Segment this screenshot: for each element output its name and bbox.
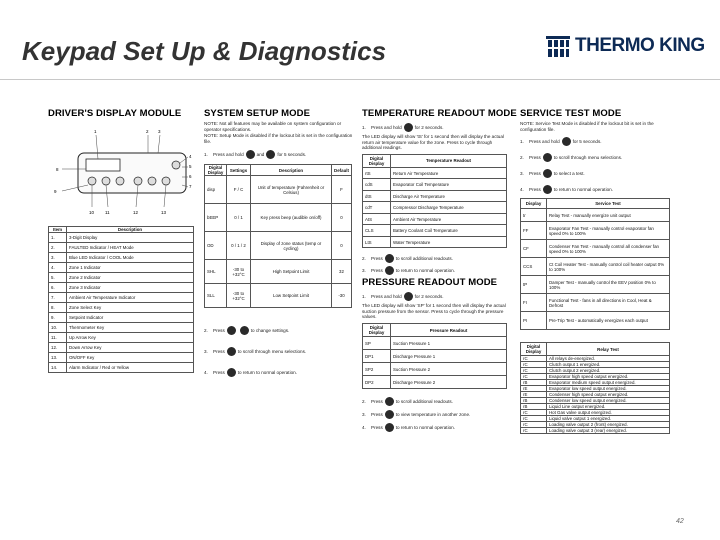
step-text: Press (371, 255, 383, 261)
display-code: OD (205, 232, 227, 260)
readout-modes-panel (362, 108, 517, 432)
arrow-key-icon (240, 326, 249, 335)
step-text: for 5 seconds. (572, 138, 602, 144)
display-code: bEEP (205, 204, 227, 232)
item-number: 9. (49, 313, 67, 323)
setup-step-2: 2. Press to change settings. (204, 326, 354, 335)
display-code: PI (521, 312, 547, 330)
table-row (205, 284, 352, 308)
table-row (205, 232, 352, 260)
arrow-key-icon (543, 153, 552, 162)
display-code: cdS (363, 179, 391, 191)
setup-step-4: 4. Press to return to normal operation. (204, 368, 354, 377)
temp-step-3: 3. Press to return to normal operation. (362, 266, 512, 275)
on-off-key-icon (385, 266, 394, 275)
step-text: to scroll additional readouts. (395, 398, 453, 404)
table-row (521, 258, 670, 276)
table-header: Temperature Readout (391, 154, 507, 167)
display-code: AtS (363, 213, 391, 225)
table-row (49, 363, 194, 373)
table-header: Item (49, 227, 67, 233)
table-row (363, 236, 507, 248)
step-text: for 5 seconds. (277, 152, 307, 158)
step-text: Press and hold (371, 124, 402, 130)
item-description: FAULTED Indicator / HEAT Mode (67, 243, 194, 253)
callout-label: 2 (146, 129, 149, 134)
callout-label: 1 (94, 129, 97, 134)
relay-test-table (520, 342, 670, 434)
temp-readout-description: The LED display will show 'tS' for 1 second then will display the actual return air temperature value for the zone. Press to cycle through additional readings. (362, 134, 504, 151)
service-step-1: 1. Press and hold for 5 seconds. (520, 137, 672, 146)
item-description: Zone Select Key (67, 303, 194, 313)
test-description: Relay Test - manually energize unit output (547, 209, 670, 222)
pressure-step-4: 4. Press to return to normal operation. (362, 423, 512, 432)
setting-description: Unit of temperature (Fahrenheit or Celsius) (251, 176, 332, 204)
display-code: tP (521, 276, 547, 294)
table-header: Digital Display (363, 154, 391, 167)
display-code: DP1 (363, 350, 391, 363)
item-number: 7. (49, 293, 67, 303)
setting-description: Key press beep (audible on/off) (251, 204, 332, 232)
step-text: Press (371, 398, 383, 404)
item-number: 1. (49, 233, 67, 243)
service-step-3: 3. Press to select a test. (520, 169, 672, 178)
step-text: Press (371, 424, 383, 430)
system-setup-panel (204, 108, 354, 377)
item-number: 13. (49, 353, 67, 363)
thermo-king-logo (545, 32, 705, 60)
service-test-note: NOTE: Service Test Mode is disabled if the lockout bit is set in the configuration file. (520, 121, 654, 132)
readout-description: Suction Pressure 2 (391, 363, 507, 376)
thermometer-key-icon (404, 123, 413, 132)
on-off-key-icon (543, 185, 552, 194)
table-row (49, 263, 194, 273)
display-code: rE (521, 386, 547, 392)
readout-description: Suction Pressure 1 (391, 337, 507, 350)
item-description: Up Arrow Key (67, 333, 194, 343)
table-row (49, 253, 194, 263)
table-row (363, 337, 507, 350)
display-code: SLL (205, 284, 227, 308)
table-row (521, 276, 670, 294)
callout-label: 13 (161, 210, 167, 215)
drivers-display-module-title: DRIVER'S DISPLAY MODULE (48, 108, 182, 119)
logo-text: THERMO KING (575, 35, 705, 56)
readout-description: Compressor Discharge Temperature (391, 202, 507, 214)
table-header: Digital Display (521, 343, 547, 356)
table-row (363, 213, 507, 225)
setup-note: NOTE: Not all features may be available on system configuration or operator specifications. (204, 121, 342, 132)
relay-description: Hot Gas valve output energized. (547, 410, 670, 416)
pressure-readout-table (362, 323, 507, 389)
step-text: Press (371, 411, 383, 417)
table-row (49, 293, 194, 303)
table-row (49, 243, 194, 253)
display-code: rC (521, 368, 547, 374)
table-header: Description (251, 165, 332, 176)
drivers-display-module-panel (48, 108, 198, 373)
readout-description: Battery Coolant Coil Temperature (391, 225, 507, 237)
step-text: to view temperature in another zone. (395, 411, 471, 417)
system-setup-table (204, 164, 352, 308)
table-header: Digital Display (205, 165, 227, 176)
pressure-step-1: 1. Press and hold for 2 seconds. (362, 292, 512, 301)
callout-label: 3 (158, 129, 161, 134)
table-row (49, 233, 194, 243)
item-description: Zone 1 Indicator (67, 263, 194, 273)
step-text: Press (371, 267, 383, 273)
display-code: FI (521, 294, 547, 312)
item-description: Setpoint Indicator (67, 313, 194, 323)
settings-value: F / C (227, 176, 251, 204)
callout-label: 6 (189, 174, 192, 179)
table-row (49, 313, 194, 323)
callout-label: 12 (133, 210, 139, 215)
table-header: Pressure Readout (391, 324, 507, 337)
item-description: Blue LED Indicator / COOL Mode (67, 253, 194, 263)
item-description: ON/OFF Key (67, 353, 194, 363)
display-code: rB (521, 404, 547, 410)
display-code: rC (521, 356, 547, 362)
table-row (521, 222, 670, 240)
table-header: Display (521, 199, 547, 209)
step-text: to scroll through menu selections. (553, 154, 623, 160)
display-code: rC (521, 416, 547, 422)
table-row (521, 312, 670, 330)
thermometer-key-icon (246, 150, 255, 159)
item-description: Ambient Air Temperature Indicator (67, 293, 194, 303)
item-number: 3. (49, 253, 67, 263)
table-header: Digital Display (363, 324, 391, 337)
table-row (363, 190, 507, 202)
callout-label: 11 (105, 210, 110, 215)
display-code: rB (521, 380, 547, 386)
table-row (363, 350, 507, 363)
step-text: to select a test. (553, 170, 585, 176)
item-number: 4. (49, 263, 67, 273)
relay-description: All relays de-energized. (547, 356, 670, 362)
table-row (49, 353, 194, 363)
test-description: Pre-Trip Test - automatically energizes each output (547, 312, 670, 330)
test-description: Condenser Fan Test - manually control all condenser fan speed 0% to 100% (547, 240, 670, 258)
display-code: FF (521, 222, 547, 240)
table-row (205, 204, 352, 232)
table-row (521, 294, 670, 312)
pressure-step-3: 3. Press to view temperature in another zone. (362, 410, 512, 419)
display-code: LtS (363, 236, 391, 248)
relay-description: Clutch output 2 energized. (547, 368, 670, 374)
item-number: 5. (49, 273, 67, 283)
table-row (205, 176, 352, 204)
thermometer-key-icon (562, 137, 571, 146)
callout-label: 9 (54, 189, 57, 194)
display-code: SHL (205, 260, 227, 284)
relay-description: Loading valve output 2 (front) energized. (547, 422, 670, 428)
display-code: tr (521, 209, 547, 222)
table-row (49, 323, 194, 333)
readout-description: Water Temperature (391, 236, 507, 248)
default-value: F (332, 176, 352, 204)
table-header: Service Test (547, 199, 670, 209)
service-test-title: SERVICE TEST MODE (520, 108, 622, 119)
keypad-diagram (48, 121, 198, 216)
display-code: cdT (363, 202, 391, 214)
callout-label: 8 (56, 167, 59, 172)
display-code: SP (363, 337, 391, 350)
readout-description: Return Air Temperature (391, 167, 507, 179)
table-row (363, 363, 507, 376)
pressure-readout-title: PRESSURE READOUT MODE (362, 277, 498, 289)
settings-value: 0 / 1 (227, 204, 251, 232)
step-text: to scroll additional readouts. (395, 255, 453, 261)
table-row (363, 179, 507, 191)
thermometer-key-icon (404, 292, 413, 301)
step-text: Press and hold (529, 138, 560, 144)
temperature-readout-table (362, 154, 507, 249)
display-code: rE (521, 392, 547, 398)
on-off-key-icon (227, 368, 236, 377)
display-code: dtS (363, 190, 391, 202)
display-code: CCS (521, 258, 547, 276)
table-row (521, 428, 670, 434)
relay-description: Evaporator low speed output energized. (547, 386, 670, 392)
step-text: Press and hold (213, 152, 244, 158)
thermometer-key-icon (543, 169, 552, 178)
item-number: 8. (49, 303, 67, 313)
temp-step-2: 2. Press to scroll additional readouts. (362, 254, 512, 263)
readout-description: Discharge Air Temperature (391, 190, 507, 202)
step-text: for 2 seconds. (414, 293, 444, 299)
step-text: Press (213, 328, 225, 334)
display-code: rC (521, 410, 547, 416)
callout-label: 10 (89, 210, 95, 215)
setup-step-1: 1. Press and hold and for 5 seconds. (204, 150, 354, 159)
display-code: rtS (363, 167, 391, 179)
step-text: to return to normal operation. (553, 186, 613, 192)
service-step-2: 2. Press to scroll through menu selections. (520, 153, 672, 162)
setup-note: NOTE: Setup Mode is disabled if the lockout bit is set in the configuration file. (204, 133, 353, 144)
callout-label: 4 (189, 154, 192, 159)
relay-description: Clutch output 1 energized. (547, 362, 670, 368)
display-code: rC (521, 374, 547, 380)
arrow-key-icon (385, 254, 394, 263)
test-description: Evaporator Fan Test - manually control evaporator fan speed 0% to 100% (547, 222, 670, 240)
item-description: Zone 2 Indicator (67, 273, 194, 283)
display-code: CF (521, 240, 547, 258)
table-row (49, 273, 194, 283)
pressure-readout-description: The LED display will show 'SP' for 1 second then will display the actual suction pressure from the sensor. Press to cycle through the pressure values. (362, 303, 506, 320)
relay-description: Liquid valve output 1 energized. (547, 416, 670, 422)
step-text: Press (213, 349, 225, 355)
item-description: Down Arrow Key (67, 343, 194, 353)
relay-description: Loading valve output 3 (rear) energized. (547, 428, 670, 434)
settings-value: 0 / 1 / 2 (227, 232, 251, 260)
table-header: Settings (227, 165, 251, 176)
display-code: rC (521, 362, 547, 368)
arrow-key-icon (227, 326, 236, 335)
keypad-diagram-drawing (48, 121, 198, 216)
default-value: 0 (332, 232, 352, 260)
table-header: Default (332, 165, 352, 176)
readout-description: Discharge Pressure 1 (391, 350, 507, 363)
display-code: rC (521, 422, 547, 428)
step-text: Press (529, 170, 541, 176)
relay-description: Evaporator high speed output energized. (547, 374, 670, 380)
relay-description: Liquid Line output energized. (547, 404, 670, 410)
display-code: DP2 (363, 376, 391, 389)
step-text: to change settings. (250, 328, 290, 334)
display-code: disp (205, 176, 227, 204)
table-row (49, 333, 194, 343)
item-number: 6. (49, 283, 67, 293)
step-text: Press and hold (371, 293, 402, 299)
on-off-key-icon (385, 423, 394, 432)
test-description: Functional Test - fans in all directions in Cool, Heat & Defrost (547, 294, 670, 312)
step-text: and (256, 152, 265, 158)
temp-step-1: 1. Press and hold for 2 seconds. (362, 123, 512, 132)
callout-label: 7 (189, 184, 192, 189)
step-text: for 2 seconds. (414, 124, 444, 130)
system-setup-title: SYSTEM SETUP MODE (204, 108, 311, 119)
relay-description: Condenser high speed output energized. (547, 392, 670, 398)
item-number: 14. (49, 363, 67, 373)
page-number: 42 (676, 518, 684, 525)
title-divider (0, 79, 720, 80)
table-row (521, 209, 670, 222)
settings-value: -30 to +32°C (227, 284, 251, 308)
thermometer-key-icon (227, 347, 236, 356)
setting-description: Display of zone status (temp or cycling) (251, 232, 332, 260)
table-row (363, 167, 507, 179)
zone-key-icon (266, 150, 275, 159)
table-row (363, 202, 507, 214)
settings-value: -30 to +32°C (227, 260, 251, 284)
table-row (521, 240, 670, 258)
default-value: 32 (332, 260, 352, 284)
step-text: to scroll through menu selections. (237, 349, 307, 355)
item-description: Zone 3 Indicator (67, 283, 194, 293)
slide-title: Keypad Set Up & Diagnostics (22, 36, 387, 66)
service-test-panel (520, 108, 672, 434)
step-text: to return to normal operation. (395, 267, 455, 273)
table-row (49, 283, 194, 293)
table-row (49, 343, 194, 353)
item-number: 2. (49, 243, 67, 253)
temperature-readout-title: TEMPERATURE READOUT MODE (362, 108, 517, 119)
table-row (205, 260, 352, 284)
table-row (363, 376, 507, 389)
table-row (363, 225, 507, 237)
table-header: Relay Test (547, 343, 670, 356)
drivers-module-table (48, 226, 194, 373)
step-text: to return to normal operation. (395, 424, 455, 430)
table-header: Description (67, 227, 194, 233)
item-description: Thermometer Key (67, 323, 194, 333)
test-description: Ct Coil Heater Test - manually control coil heater output 0% to 100% (547, 258, 670, 276)
display-code: rC (521, 428, 547, 434)
step-text: Press (213, 370, 225, 376)
readout-description: Evaporator Coil Temperature (391, 179, 507, 191)
display-code: SP2 (363, 363, 391, 376)
step-text: Press (529, 186, 541, 192)
item-description: Alarm Indicator / Red or Yellow (67, 363, 194, 373)
thermo-king-logo-icon (545, 33, 571, 59)
readout-description: Discharge Pressure 2 (391, 376, 507, 389)
zone-key-icon (385, 410, 394, 419)
default-value: -30 (332, 284, 352, 308)
service-test-table (520, 198, 670, 330)
item-description: 3-Digit Display (67, 233, 194, 243)
setting-description: Low Setpoint Limit (251, 284, 332, 308)
setting-description: High Setpoint Limit (251, 260, 332, 284)
step-text: to return to normal operation. (237, 370, 297, 376)
readout-description: Ambient Air Temperature (391, 213, 507, 225)
display-code: rB (521, 398, 547, 404)
item-number: 10. (49, 323, 67, 333)
step-text: Press (529, 154, 541, 160)
default-value: 0 (332, 204, 352, 232)
arrow-key-icon (385, 397, 394, 406)
setup-step-3: 3. Press to scroll through menu selections. (204, 347, 354, 356)
item-number: 12. (49, 343, 67, 353)
item-number: 11. (49, 333, 67, 343)
relay-description: Condenser low speed output energized. (547, 398, 670, 404)
test-description: Damper Test - manually control the EEV position 0% to 100% (547, 276, 670, 294)
pressure-step-2: 2. Press to scroll additional readouts. (362, 397, 512, 406)
relay-description: Evaporator medium speed output energized. (547, 380, 670, 386)
table-row (49, 303, 194, 313)
service-step-4: 4. Press to return to normal operation. (520, 185, 672, 194)
display-code: CLS (363, 225, 391, 237)
callout-label: 5 (189, 164, 192, 169)
